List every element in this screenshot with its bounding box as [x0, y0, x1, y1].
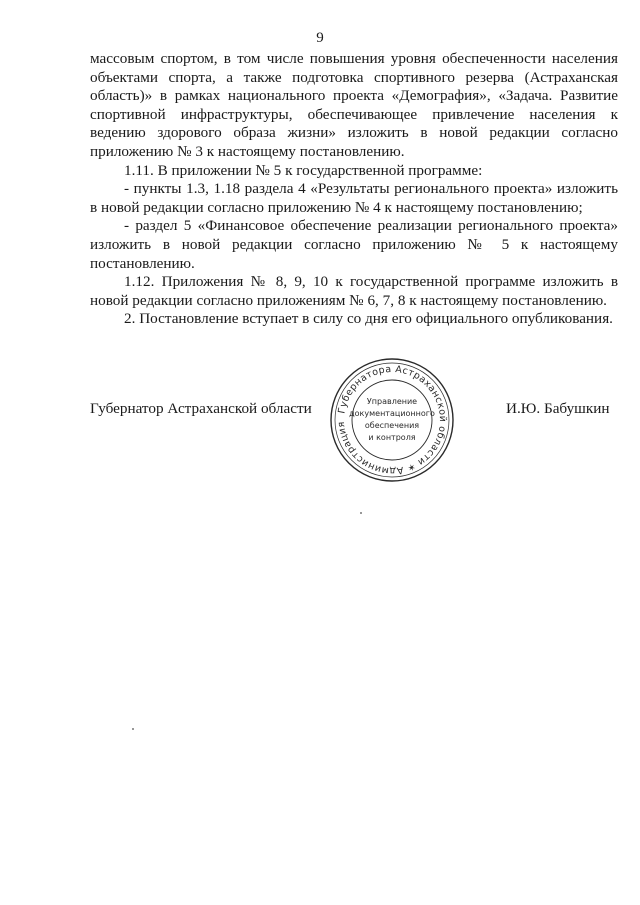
- svg-text:Губернатора Астраханской облас: [336, 364, 448, 476]
- paragraph-1-12: 1.12. Приложения № 8, 9, 10 к государственной программе изложить в новой редакции согласно приложениям № 6, 7, 8 к настоящему постановлению.: [90, 273, 618, 309]
- paragraph-1-11-item-1: - пункты 1.3, 1.18 раздела 4 «Результаты регионального проекта» изложить в новой редакции согласно приложению № 4 к настоящему постановлению;: [90, 180, 618, 216]
- seal-center-line-4: и контроля: [368, 433, 416, 442]
- paragraph-1-11: 1.11. В приложении № 5 к государственной программе:: [124, 161, 483, 179]
- seal-ring-text: Губернатора Астраханской области ✶ Администрация: [335, 363, 449, 477]
- signatory-position: Губернатор Астраханской области: [90, 400, 312, 417]
- scan-speck: [132, 728, 134, 730]
- page-number: 9: [316, 30, 324, 46]
- paragraph-2: 2. Постановление вступает в силу со дня его официального опубликования.: [124, 310, 613, 328]
- seal-center-line-3: обеспечения: [364, 421, 420, 430]
- seal-center-line-1: Управление: [366, 397, 418, 406]
- document-body: [90, 50, 618, 329]
- paragraph-1-11-item-2: - раздел 5 «Финансовое обеспечение реализации регионального проекта» изложить в новой редакции согласно приложению № 5 к настоящему постановлению.: [90, 217, 618, 272]
- paragraph-continuation: массовым спортом, в том числе повышения уровня обеспеченности населения объектами спорта, а также подготовка спортивного резерва (Астраханская область)» в рамках национального проекта «Демография», «Задача. Развитие спортивной инфраструктуры, обеспечивающее привлечение населения к ведению здорового образа жизни» изложить в новой редакции согласно приложению № 3 к настоящему постановлению.: [90, 50, 618, 160]
- official-seal: [328, 356, 456, 484]
- scan-speck: [360, 512, 362, 514]
- signatory-name: И.Ю. Бабушкин: [506, 400, 610, 417]
- seal-center-line-2: документационного: [349, 409, 435, 418]
